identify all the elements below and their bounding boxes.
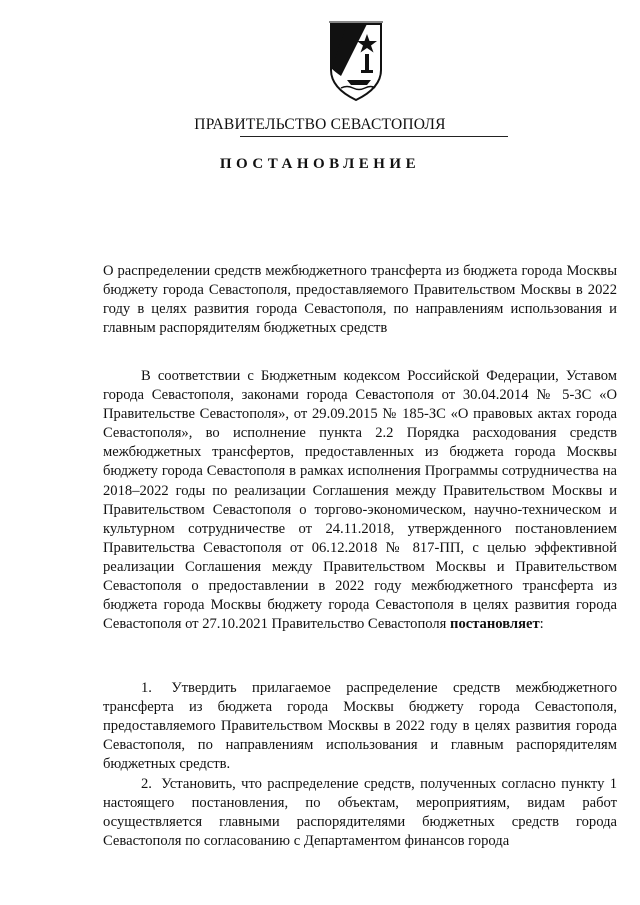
- point-2-text: Установить, что распределение средств, полученных согласно пункту 1 настоящего постановления, по объектам, мероприятиям, видам работ осуществляется главными распорядителями бюджетных средств города Севастополя по согласованию с Департаментом финансов города: [103, 776, 617, 850]
- preamble-keyword: постановляет: [450, 616, 540, 633]
- preamble-block: [103, 367, 617, 634]
- preamble-end: :: [539, 616, 544, 633]
- point-1-number: 1.: [141, 680, 152, 696]
- document-title-block: [103, 262, 617, 338]
- document-type: ПОСТАНОВЛЕНИЕ: [219, 156, 421, 172]
- sevastopol-coat-of-arms-icon: [327, 18, 385, 102]
- point-2-number: 2.: [141, 776, 152, 792]
- point-1-block: [103, 679, 617, 774]
- point-2: [103, 775, 617, 851]
- preamble-paragraph: [103, 367, 617, 634]
- preamble-text: В соответствии с Бюджетным кодексом Российской Федерации, Уставом города Севастополя, законами города Севастополя от 30.04.2014 № 5-ЗС «О Правительстве Севастополя», от 29.09.2015 № 185-ЗС «О правовых актах города Севастополя», во исполнение пункта 2.2 Порядка расходования средств межбюджетных трансфертов, предоставленных из бюджета города Москвы бюджету города Севастополя в рамках исполнения Программы сотрудничества на 2018–2022 годы по реализации Соглашения между Правительством Москвы и Правительством Севастополя о торгово-экономическом, научно-техническом и культурном сотрудничестве от 24.11.2018, утвержденного постановлением Правительства Севастополя от 06.12.2018 № 817-ПП, с целью эффективной реализации Соглашения между Правительством Москвы и Правительством Севастополя о предоставлении в 2022 году межбюджетного трансферта из бюджета города Москвы бюджету города Севастополя в целях развития города Севастополя от 27.10.2021 Правительство Севастополя: [103, 368, 617, 633]
- point-1-text: Утвердить прилагаемое распределение средств межбюджетного трансферта из бюджета города Москвы бюджету города Севастополя, предоставляемого Правительством Москвы в 2022 году в целях развития города Севастополя, по направлениям использования и главным распорядителям бюджетных средств.: [103, 680, 617, 773]
- document-title: О распределении средств межбюджетного трансферта из бюджета города Москвы бюджету города Севастополя, предоставляемого Правительством Москвы в 2022 году в целях развития города Севастополя, по направлениям использования и главным распорядителям бюджетных средств: [103, 263, 617, 337]
- point-2-block: [103, 775, 617, 851]
- point-1: [103, 679, 617, 774]
- organization-name: ПРАВИТЕЛЬСТВО СЕВАСТОПОЛЯ: [194, 116, 446, 133]
- organization-underline: [240, 136, 508, 137]
